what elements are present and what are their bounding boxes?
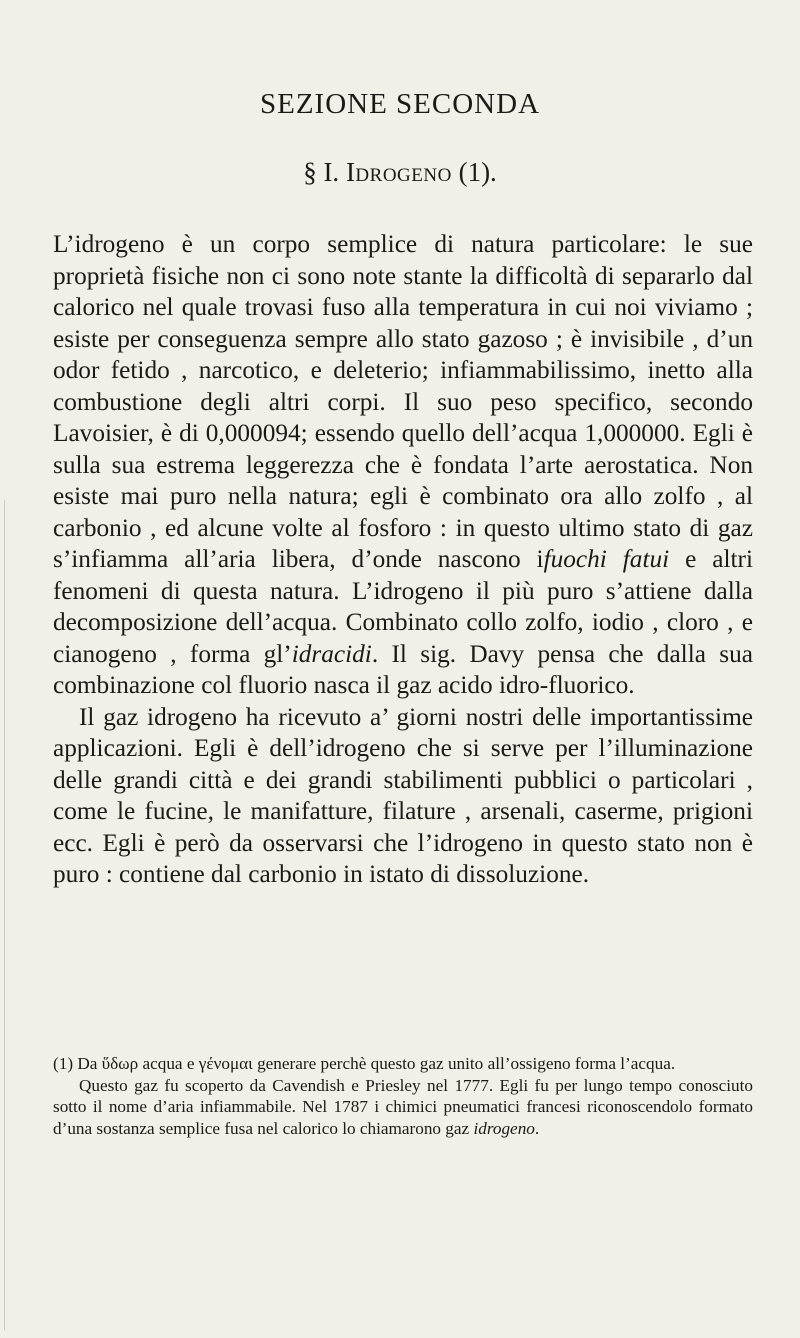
footnote-line-2-text: Questo gaz fu scoperto da Cavendish e Priesley nel 1777. Egli fu per lungo tempo conosciuto sotto il nome d’aria infiammabile. Nel 1787 i chimici pneumatici francesi riconoscendolo formato d’una sostanza semplice fusa nel calorico lo chiamarono gaz — [53, 1075, 753, 1138]
section-name: Idrogeno — [345, 157, 452, 187]
paragraph-1 — [53, 229, 753, 702]
paragraph-2: Il gaz idrogeno ha ricevuto a’ giorni nostri delle importantissime applicazioni. Egli è dell’idrogeno che si serve per l’illuminazione delle grandi città e dei grandi stabilimenti pubblici o particolari , come le fucine, le manifatture, filature , arsenali, caserme, prigioni ecc. Egli è però da osservarsi che l’idrogeno in questo stato non è puro : contiene dal carbonio in istato di dissoluzione. — [53, 702, 753, 888]
footnote-line-1: (1) Da ὕδωρ acqua e γένομαι generare perchè questo gaz unito all’ossigeno forma l’acqua. — [53, 1054, 676, 1073]
paragraph-1-text-c: . Il sig. Davy pensa che dalla sua combinazione col fluorio nasca il gaz acido idro-fluorico. — [53, 639, 753, 699]
footnote-end: . — [534, 1118, 540, 1138]
section-mark: § — [303, 157, 317, 187]
footnote — [53, 1053, 753, 1139]
footnote-italic-idrogeno: idrogeno — [473, 1118, 535, 1138]
paragraph-1-italic-idracidi: idracidi — [291, 639, 372, 668]
section-title: SEZIONE SECONDA — [259, 88, 541, 120]
section-number: I. — [323, 157, 340, 187]
footnote-reference: (1). — [458, 157, 497, 187]
paragraph-1-italic-fuochi: fuochi fatui — [543, 545, 670, 573]
subsection-title — [0, 157, 800, 188]
footnote-line-2 — [53, 1075, 753, 1140]
main-text — [53, 229, 753, 891]
page-edge-shadow — [4, 500, 5, 1330]
paragraph-1-text-b: e altri fenomeni di questa natura. L’idrogeno il più puro s’attiene dalla decomposizione dell’acqua. Combinato collo zolfo, iodio , cloro , e cianogeno , forma gl’ — [53, 545, 753, 668]
paragraph-1-text-a: L’idrogeno è un corpo semplice di natura particolare: le sue proprietà fisiche non ci sono note stante la difficoltà di separarlo dal calorico nel quale trovasi fuso alla temperatura in cui noi viviamo ; esiste per conseguenza sempre allo stato gazoso ; è invisibile , d’un odor fetido , narcotico, e deleterio; infiammabilissimo, inetto alla combustione degli altri corpi. Il suo peso specifico, secondo Lavoisier, è di 0,000094; essendo quello dell’acqua 1,000000. Egli è sulla sua estrema leggerezza che è fondata l’arte aerostatica. Non esiste mai puro nella natura; egli è combinato ora allo zolfo , al carbonio , ed alcune volte al fosforo : in questo ultimo stato di gaz s’infiamma all’aria libera, d’onde nascono i — [53, 230, 753, 573]
